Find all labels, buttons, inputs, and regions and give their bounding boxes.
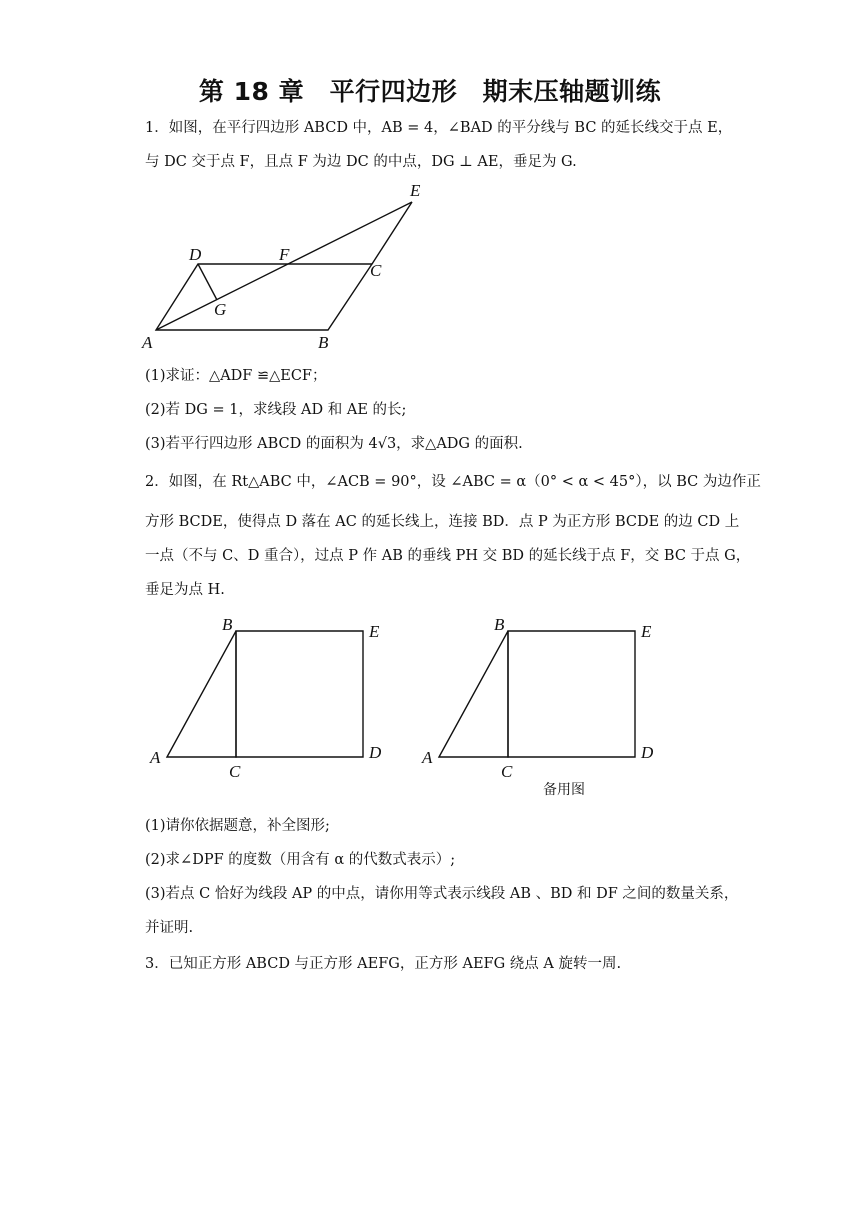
label-b: B <box>494 615 505 634</box>
label-d: D <box>189 245 202 264</box>
problem2-part-2: (2)求∠DPF 的度数（用含有 α 的代数式表示）; <box>145 852 456 868</box>
problem1-line-2: 与 DC 交于点 F，且点 F 为边 DC 的中点，DG ⊥ AE，垂足为 G. <box>145 154 577 170</box>
parallelogram-abcd <box>156 264 372 330</box>
label-e: E <box>369 622 380 641</box>
label-c: C <box>229 762 241 781</box>
problem1-line-1: 1．如图，在平行四边形 ABCD 中，AB = 4，∠BAD 的平分线与 BC 的延长线交于点 E， <box>145 120 733 136</box>
label-f: F <box>279 245 290 264</box>
problem2-line-3: 一点（不与 C、D 重合），过点 P 作 AB 的垂线 PH 交 BD 的延长线于点 F，交 BC 于点 G， <box>145 548 751 564</box>
label-a: A <box>142 333 153 352</box>
label-e: E <box>641 622 652 641</box>
problem2-part-3: (3)若点 C 恰好为线段 AP 的中点，请你用等式表示线段 AB 、BD 和 DF 之间的数量关系， <box>145 886 739 902</box>
problem2-part-3-cont: 并证明. <box>145 920 194 936</box>
triangle-abc <box>167 631 236 757</box>
label-c: C <box>370 261 382 280</box>
label-e: E <box>410 181 421 200</box>
problem3-line-1: 3．已知正方形 ABCD 与正方形 AEFG，正方形 AEFG 绕点 A 旋转一周. <box>145 956 622 972</box>
label-g: G <box>214 300 227 319</box>
label-b: B <box>318 333 329 352</box>
label-b: B <box>222 615 233 634</box>
backup-figure-caption: 备用图 <box>543 782 585 798</box>
problem1-part-1: (1)求证：△ADF ≌△ECF； <box>145 368 327 384</box>
line-dg <box>198 264 217 300</box>
problem1-part-2: (2)若 DG = 1，求线段 AD 和 AE 的长; <box>145 402 407 418</box>
label-c: C <box>501 762 513 781</box>
problem1-figure <box>140 178 440 353</box>
square-bcde <box>508 631 635 757</box>
problem2-figure-main <box>145 612 395 782</box>
problem2-line-2: 方形 BCDE，使得点 D 落在 AC 的延长线上，连接 BD．点 P 为正方形 BCDE 的边 CD 上 <box>145 514 740 530</box>
problem2-part-1: (1)请你依据题意，补全图形; <box>145 818 330 834</box>
problem2-line-4: 垂足为点 H. <box>145 582 225 598</box>
problem1-part-3: (3)若平行四边形 ABCD 的面积为 4√3，求△ADG 的面积. <box>145 436 523 452</box>
problem2-line-1: 2．如图，在 Rt△ABC 中，∠ACB = 90°，设 ∠ABC = α（0° < α < 45°），以 BC 为边作正 <box>145 474 761 490</box>
label-a: A <box>422 748 433 767</box>
label-a: A <box>150 748 161 767</box>
square-bcde <box>236 631 363 757</box>
label-d: D <box>641 743 654 762</box>
label-d: D <box>369 743 382 762</box>
triangle-abc <box>439 631 508 757</box>
problem2-figure-backup <box>417 612 667 802</box>
page-title: 第 18 章 平行四边形 期末压轴题训练 <box>198 77 662 106</box>
